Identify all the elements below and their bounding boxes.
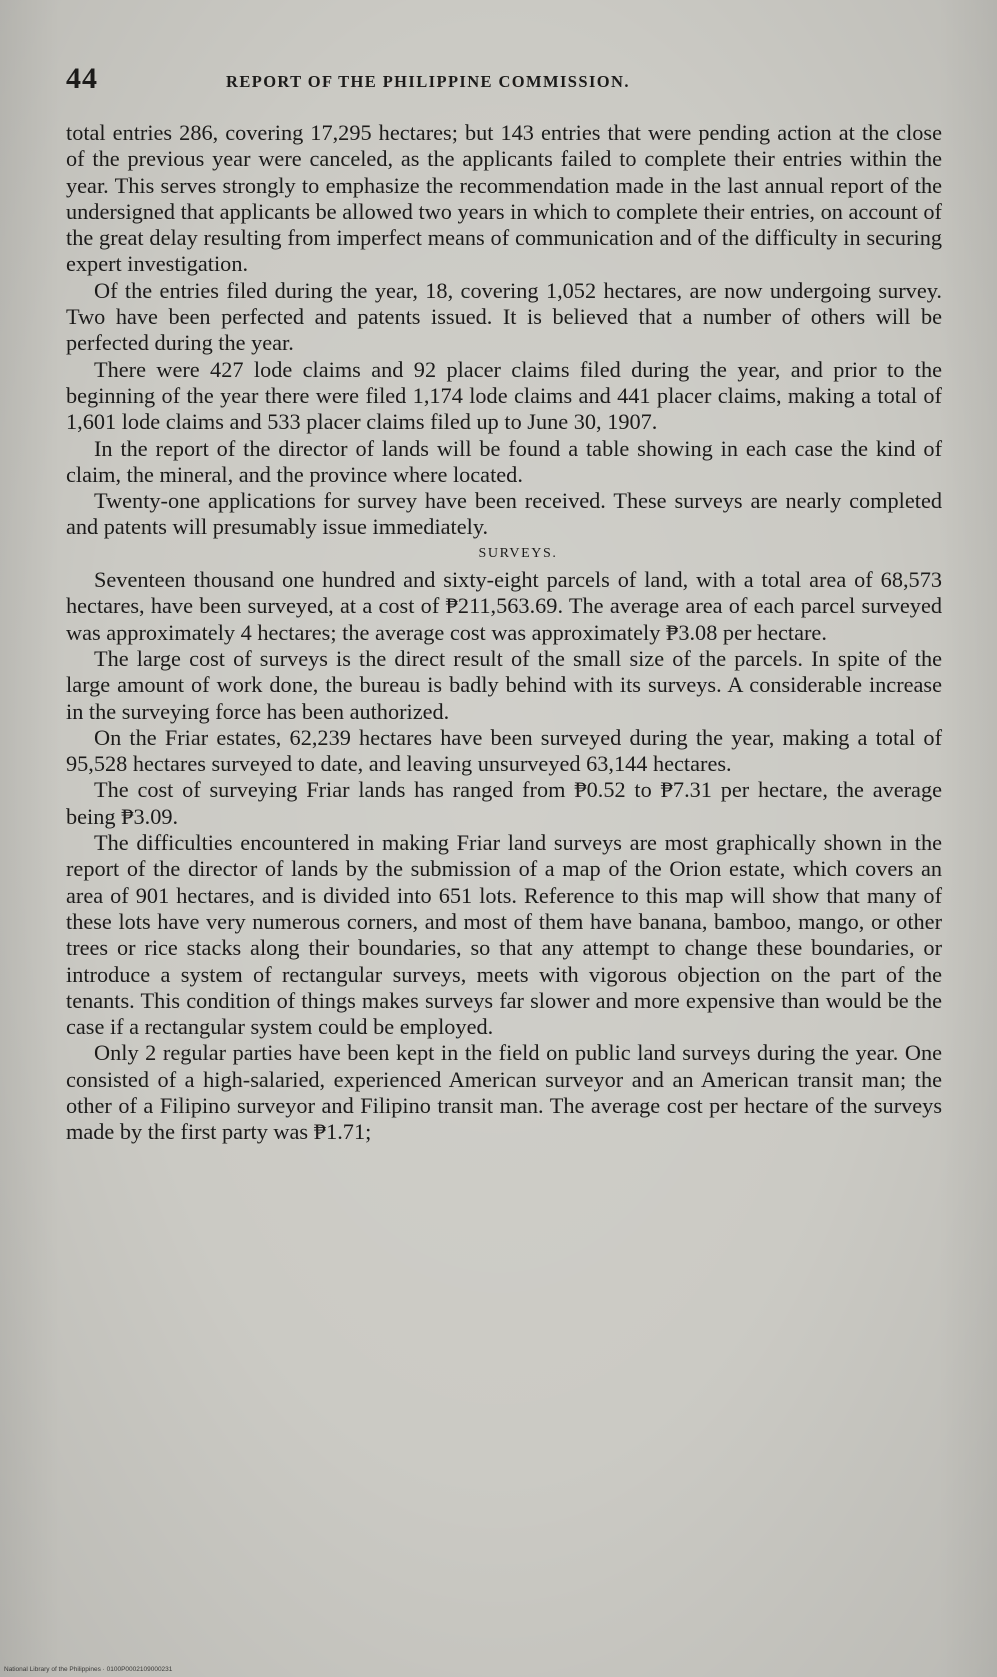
paragraph: There were 427 lode claims and 92 placer claims filed during the year, and prior to the beginning of the year there were filed 1,174 lode claims and 441 placer claims, making a total of 1,601 lode claims and 533 placer claims filed up to June 30, 1907. xyxy=(66,356,942,435)
paragraph: The difficulties encountered in making Friar land surveys are most graphically shown in the report of the director of lands by the submission of a map of the Orion estate, which covers an area of 901 hectares, and is divided into 651 lots. Reference to this map will show that many of these lots have very numerous corners, and most of them have banana, bamboo, mango, or other trees or rice stacks along their boundaries, so that any attempt to change these boundaries, or introduce a system of rectangular surveys, meets with vigorous objection on the part of the tenants. This condition of things makes surveys far slower and more expensive than would be the case if a rectangular system could be employed. xyxy=(66,830,942,1040)
paragraph: In the report of the director of lands will be found a table showing in each case the kind of claim, the mineral, and the province where located. xyxy=(66,435,942,487)
paragraph: The large cost of surveys is the direct result of the small size of the parcels. In spite of the large amount of work done, the bureau is badly behind with its surveys. A considerable increase in the surveying force has been authorized. xyxy=(66,645,942,724)
section-heading: SURVEYS. xyxy=(478,545,558,561)
paragraph: Only 2 regular parties have been kept in the field on public land surveys during the year. One consisted of a high-salaried, experienced American surveyor and an American transit man; the other of a Filipino surveyor and Filipino transit man. The average cost per hectare of the surveys made by the first party was ₱1.71; xyxy=(66,1040,942,1145)
body-text xyxy=(66,120,942,1146)
paragraph: Seventeen thousand one hundred and sixty-eight parcels of land, with a total area of 68,573 hectares, have been surveyed, at a cost of ₱211,563.69. The average area of each parcel surveyed was approximately 4 hectares; the average cost was approximately ₱3.08 per hectare. xyxy=(66,567,942,645)
paragraph: Twenty-one applications for survey have been received. These surveys are nearly completed and patents will presumably issue immediately. xyxy=(66,488,942,540)
paragraph: total entries 286, covering 17,295 hectares; but 143 entries that were pending action at the close of the previous year were canceled, as the applicants failed to complete their entries within the year. This serves strongly to emphasize the recommendation made in the last annual report of the undersigned that applicants be allowed two years in which to complete their entries, on account of the great delay resulting from imperfect means of communication and of the difficulty in securing expert investigation. xyxy=(66,120,942,277)
page-number: 44 xyxy=(66,62,98,95)
paragraph: The cost of surveying Friar lands has ranged from ₱0.52 to ₱7.31 per hectare, the average being ₱3.09. xyxy=(66,777,942,829)
paragraph: On the Friar estates, 62,239 hectares have been surveyed during the year, making a total of 95,528 hectares surveyed to date, and leaving unsurveyed 63,144 hectares. xyxy=(66,724,942,777)
paragraph: Of the entries filed during the year, 18, covering 1,052 hectares, are now undergoing survey. Two have been perfected and patents issued. It is believed that a number of others will be perfected during the year. xyxy=(66,277,942,356)
page-header xyxy=(66,62,946,102)
running-head: REPORT OF THE PHILIPPINE COMMISSION. xyxy=(226,72,630,91)
archive-footer: National Library of the Philippines · 0100P0002109000231 xyxy=(4,1666,173,1673)
